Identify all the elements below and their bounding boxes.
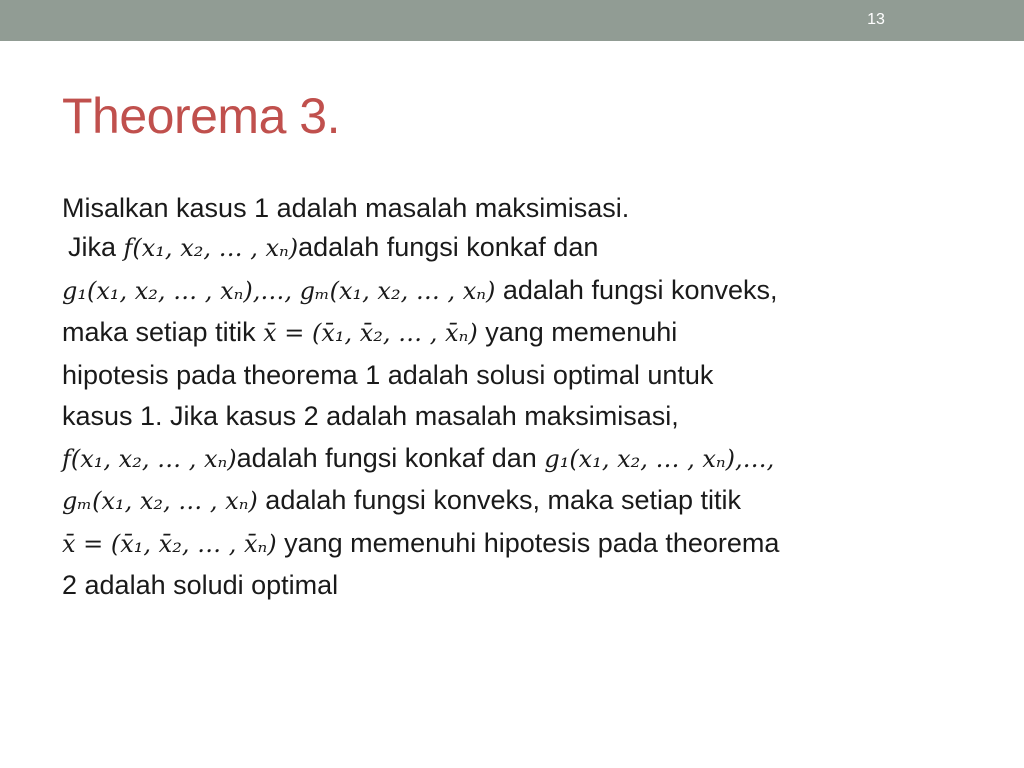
intro-paragraph: Misalkan kasus 1 adalah masalah maksimisasi.	[62, 193, 630, 223]
math-expression: 𝑔ₘ(𝑥₁, 𝑥₂, … , 𝑥ₙ)	[62, 487, 258, 515]
theorem-line	[62, 227, 982, 270]
theorem-statement	[62, 227, 982, 607]
theorem-text: adalah fungsi konkaf dan	[298, 232, 599, 262]
theorem-text: Jika	[68, 232, 124, 262]
theorem-text: maka setiap titik	[62, 317, 264, 347]
math-expression: 𝑥̄ = (𝑥̄₁, 𝑥̄₂, … , 𝑥̄ₙ)	[263, 319, 478, 347]
theorem-line	[62, 312, 982, 355]
slide-number: 13	[867, 11, 885, 28]
theorem-line	[62, 270, 982, 313]
theorem-line	[62, 355, 982, 397]
theorem-line	[62, 438, 982, 481]
theorem-line	[62, 523, 982, 566]
math-expression: 𝑓(𝑥₁, 𝑥₂, … , 𝑥ₙ)	[62, 444, 237, 473]
slide-title: Theorema 3.	[62, 88, 340, 144]
theorem-text: yang memenuhi hipotesis pada theorema	[276, 527, 780, 558]
math-expression: 𝑔₁(𝑥₁, 𝑥₂, … , 𝑥ₙ),…, 𝑔ₘ(𝑥₁, 𝑥₂, … , 𝑥ₙ)	[62, 276, 496, 305]
math-expression: 𝑥̄ = (𝑥̄₁, 𝑥̄₂, … , 𝑥̄ₙ)	[62, 529, 277, 558]
theorem-text: 2 adalah soludi optimal	[62, 570, 339, 600]
math-expression: 𝑓(𝑥₁, 𝑥₂, … , 𝑥ₙ)	[123, 234, 299, 262]
theorem-text: adalah fungsi konkaf dan	[236, 442, 545, 473]
theorem-text: hipotesis pada theorema 1 adalah solusi optimal untuk	[62, 359, 714, 390]
theorem-line	[62, 565, 982, 607]
theorem-line	[62, 480, 982, 523]
theorem-line	[62, 396, 982, 438]
math-expression: 𝑔₁(𝑥₁, 𝑥₂, … , 𝑥ₙ),…,	[544, 444, 775, 473]
slide-top-bar	[0, 0, 1024, 41]
theorem-text: adalah fungsi konveks,	[495, 274, 778, 305]
theorem-text: adalah fungsi konveks, maka setiap titik	[257, 485, 742, 515]
slide-body	[62, 189, 982, 607]
theorem-text: kasus 1. Jika kasus 2 adalah masalah maksimisasi,	[62, 401, 679, 431]
theorem-text: yang memenuhi	[477, 317, 678, 347]
